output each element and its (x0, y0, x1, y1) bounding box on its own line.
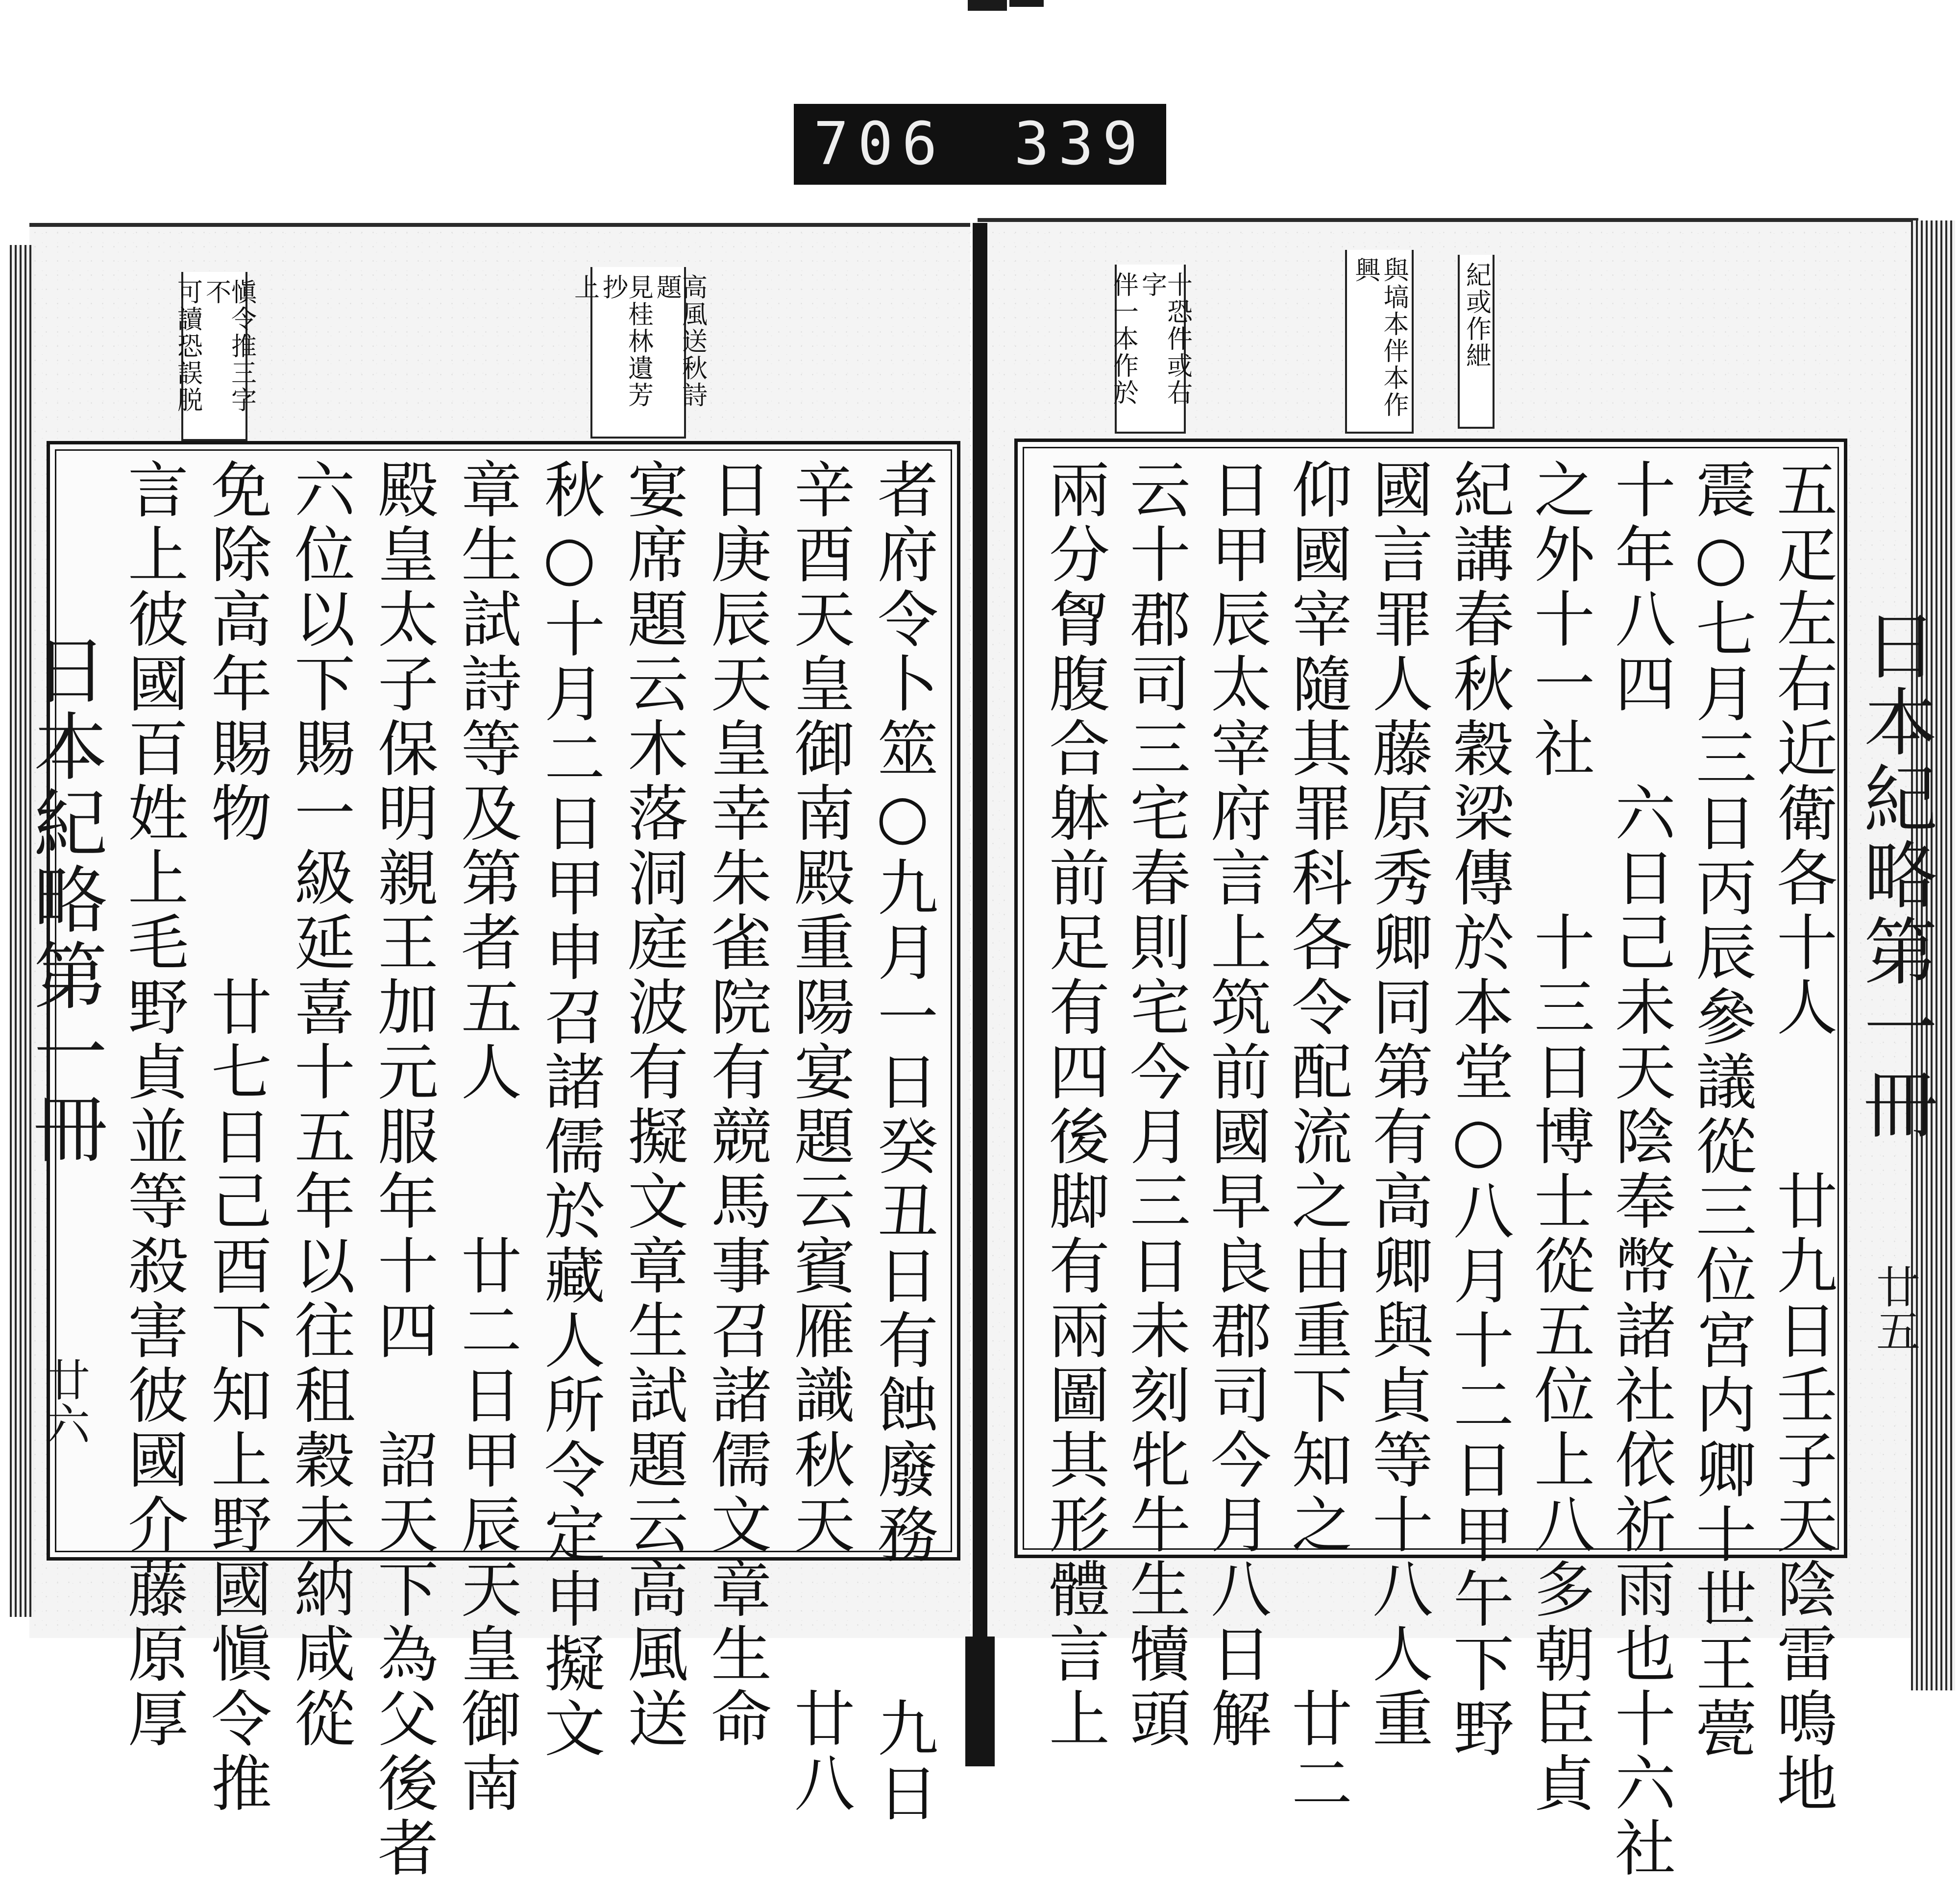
right-note-1 (1458, 255, 1494, 429)
right-text-column-9: 云十郡司三宅春則宅今月三日未刻牝牛生犢頭 (1120, 458, 1190, 1752)
right-note-3 (1108, 265, 1192, 434)
left-text-column-7: 殿皇太子保明親王加元服年十四 詔天下為父後者 (368, 458, 438, 1881)
note-line: 可讀恐誤脱 (172, 279, 202, 414)
right-note-2 (1345, 250, 1414, 434)
left-text-column-10: 言上彼國百姓上毛野貞並等殺害彼國介藤原厚 (118, 458, 188, 1752)
right-text-column-8: 日甲辰太宰府言上筑前國早良郡司今月八日解 (1200, 458, 1271, 1752)
left-text-column-5: 秋○十月二日甲申召諸儒於藏人所令定申擬文 (534, 458, 605, 1761)
note-line: 高風送秋詩題 (652, 274, 707, 409)
right-text-column-5: 紀講春秋穀梁傳於本堂○八月十二日甲午下野 (1443, 458, 1514, 1761)
note-line: 與塙本伴本作 (1379, 257, 1408, 418)
plate-number-right: 339 (1014, 110, 1147, 178)
right-text-column-1: 五疋左右近衛各十人 廿九日壬子天陰雷鳴地 (1766, 458, 1837, 1816)
book-spine (973, 223, 987, 1766)
spine-clip-bottom (965, 1637, 995, 1766)
left-text-column-4: 宴席題云木落洞庭波有擬文章生試題云高風送 (617, 458, 688, 1752)
note-line: 紀或作紲 (1461, 262, 1491, 369)
left-note-2 (172, 272, 256, 441)
right-text-column-3: 十年八四 六日己未天陰奉幣諸社依祈雨也十六社 (1605, 458, 1675, 1881)
left-folio: 廿六 (38, 1357, 90, 1445)
right-folio: 廿五 (1868, 1264, 1920, 1352)
right-text-column-4: 之外十一社 十三日博士從五位上八多朝臣貞 (1524, 458, 1594, 1816)
left-text-column-2: 辛酉天皇御南殿重陽宴題云賓雁識秋天 廿八 (784, 458, 855, 1816)
note-line: 見桂林遺芳抄 (598, 274, 653, 409)
call-number-plate (794, 104, 1166, 185)
note-line: 上 (569, 274, 599, 301)
plate-number-left: 706 (813, 110, 946, 178)
left-text-column-3: 日庚辰天皇幸朱雀院有競馬事召諸儒文章生命 (701, 458, 771, 1752)
left-text-column-6: 章生試詩等及第者五人 廿二日甲辰天皇御南 (451, 458, 521, 1816)
left-note-1 (569, 267, 707, 439)
top-gutter-mark-left (968, 0, 1007, 11)
note-line: 伴一本作於 (1108, 271, 1138, 406)
note-line: 愼令推三字不 (201, 279, 256, 414)
right-text-column-6: 國言罪人藤原秀卿同第有高卿與貞等十八人重 (1362, 458, 1433, 1752)
right-text-column-10: 兩分胷腹合躰前足有四後脚有兩圖其形體言上 (1039, 458, 1109, 1752)
right-text-column-2: 震○七月三日丙辰參議從三位宮内卿十世王甍 (1686, 458, 1756, 1761)
left-text-column-1: 者府令卜筮○九月一日癸丑日有蝕廢務 九日 (867, 458, 938, 1826)
note-line: 興 (1350, 257, 1380, 284)
note-line: 十恐件或右字 (1137, 271, 1192, 406)
right-running-head: 日本紀略第一冊 (1851, 608, 1936, 1143)
right-text-column-7: 仰國宰隨其罪科各令配流之由重下知之 廿二 (1281, 458, 1352, 1816)
left-running-head: 日本紀略第一冊 (21, 632, 106, 1167)
top-gutter-mark-right (1009, 0, 1044, 7)
left-text-column-9: 免除高年賜物 廿七日己酉下知上野國愼令推 (201, 458, 271, 1816)
left-text-column-8: 六位以下賜一級延喜十五年以往租穀未納咸從 (284, 458, 355, 1752)
